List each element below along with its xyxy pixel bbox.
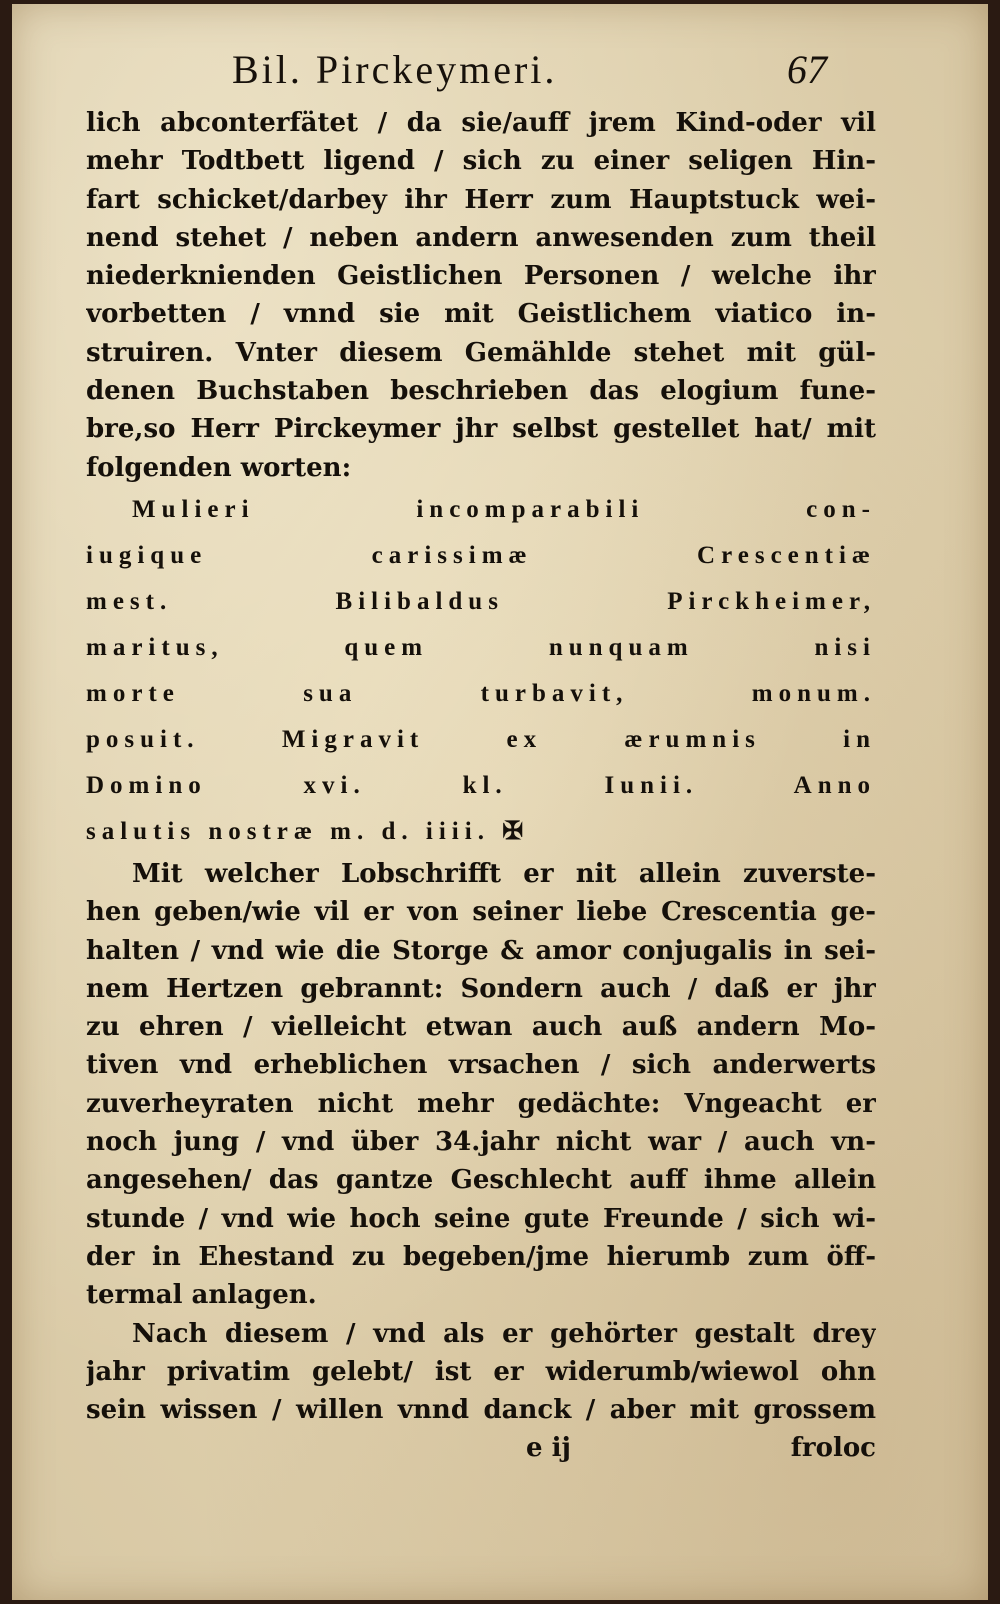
inscription-line: maritus, quem nunquam nisi (86, 633, 876, 661)
text-line: Nach diesem / vnd als er gehörter gestalt drey (132, 1318, 876, 1349)
inscription-line: posuit. Migravit ex ærumnis in (86, 725, 876, 753)
inscription-line: salutis nostræ m. d. iiii. ✠ (86, 817, 530, 845)
inscription-line: Domino xvi. kl. Iunii. Anno (86, 771, 876, 799)
text-line: jahr privatim gelebt/ ist er widerumb/wiewol ohn (86, 1356, 876, 1387)
paragraph-2 (86, 855, 876, 1315)
page-number: 67 (787, 47, 827, 92)
inscription-line: morte sua turbavit, monum. (86, 679, 876, 707)
text-line: niederknienden Geistlichen Personen / welche ihr (86, 261, 876, 292)
signature-mark: e ij (526, 1433, 571, 1464)
text-line: noch jung / vnd über 34.jahr nicht war / auch vn- (86, 1127, 876, 1158)
page-header (12, 46, 988, 106)
text-line: stunde / vnd wie hoch seine gute Freunde / sich wi- (86, 1203, 876, 1234)
text-line: hen geben/wie vil er von seiner liebe Crescentia ge- (86, 897, 876, 928)
text-line: struiren. Vnter diesem Gemählde stehet mit gül- (86, 337, 876, 368)
text-line: Mit welcher Lobschrifft er nit allein zuverste- (132, 858, 876, 889)
text-line: sein wissen / willen vnnd danck / aber mit grossem (86, 1395, 876, 1426)
text-line: bre,so Herr Pirckeymer jhr selbst gestellet hat/ mit (86, 414, 876, 445)
body-text (86, 104, 876, 1469)
text-line: tiven vnd erheblichen vrsachen / sich anderwerts (86, 1050, 876, 1081)
text-line: denen Buchstaben beschrieben das elogium fune- (86, 376, 876, 407)
text-line: halten / vnd wie die Storge & amor conjugalis in sei- (86, 935, 876, 966)
paragraph-1 (86, 104, 876, 487)
text-line: zuverheyraten nicht mehr gedächte: Vngeacht er (86, 1088, 876, 1119)
text-line: zu ehren / vielleicht etwan auch auß andern Mo- (86, 1012, 876, 1043)
book-page (12, 4, 988, 1600)
text-line: fart schicket/darbey ihr Herr zum Hauptstuck wei- (86, 184, 876, 215)
inscription-line: iugique carissimæ Crescentiæ (86, 541, 876, 569)
text-line: termal anlagen. (86, 1280, 317, 1311)
running-head: Bil. Pirckeymeri. (232, 47, 558, 92)
page-footer (86, 1429, 876, 1469)
text-line: nem Hertzen gebrannt: Sondern auch / daß er jhr (86, 973, 876, 1004)
text-line: vorbetten / vnnd sie mit Geistlichem viatico in- (86, 299, 876, 330)
text-line: angesehen/ das gantze Geschlecht auff ihme allein (86, 1165, 876, 1196)
text-line: mehr Todtbett ligend / sich zu einer seligen Hin- (86, 146, 876, 177)
text-line: nend stehet / neben andern anwesenden zum theil (86, 222, 876, 253)
text-line: lich abconterfätet / da sie/auff jrem Kind-oder vil (86, 108, 876, 138)
catchword: froloc (790, 1433, 876, 1464)
inscription-line: mest. Bilibaldus Pirckheimer, (86, 587, 876, 615)
paragraph-3 (86, 1315, 876, 1430)
text-line: folgenden worten: (86, 452, 352, 483)
epitaph-inscription (86, 487, 876, 855)
text-line: der in Ehestand zu begeben/jme hierumb zum öff- (86, 1241, 876, 1272)
inscription-line: Mulieri incomparabili con- (132, 495, 876, 523)
